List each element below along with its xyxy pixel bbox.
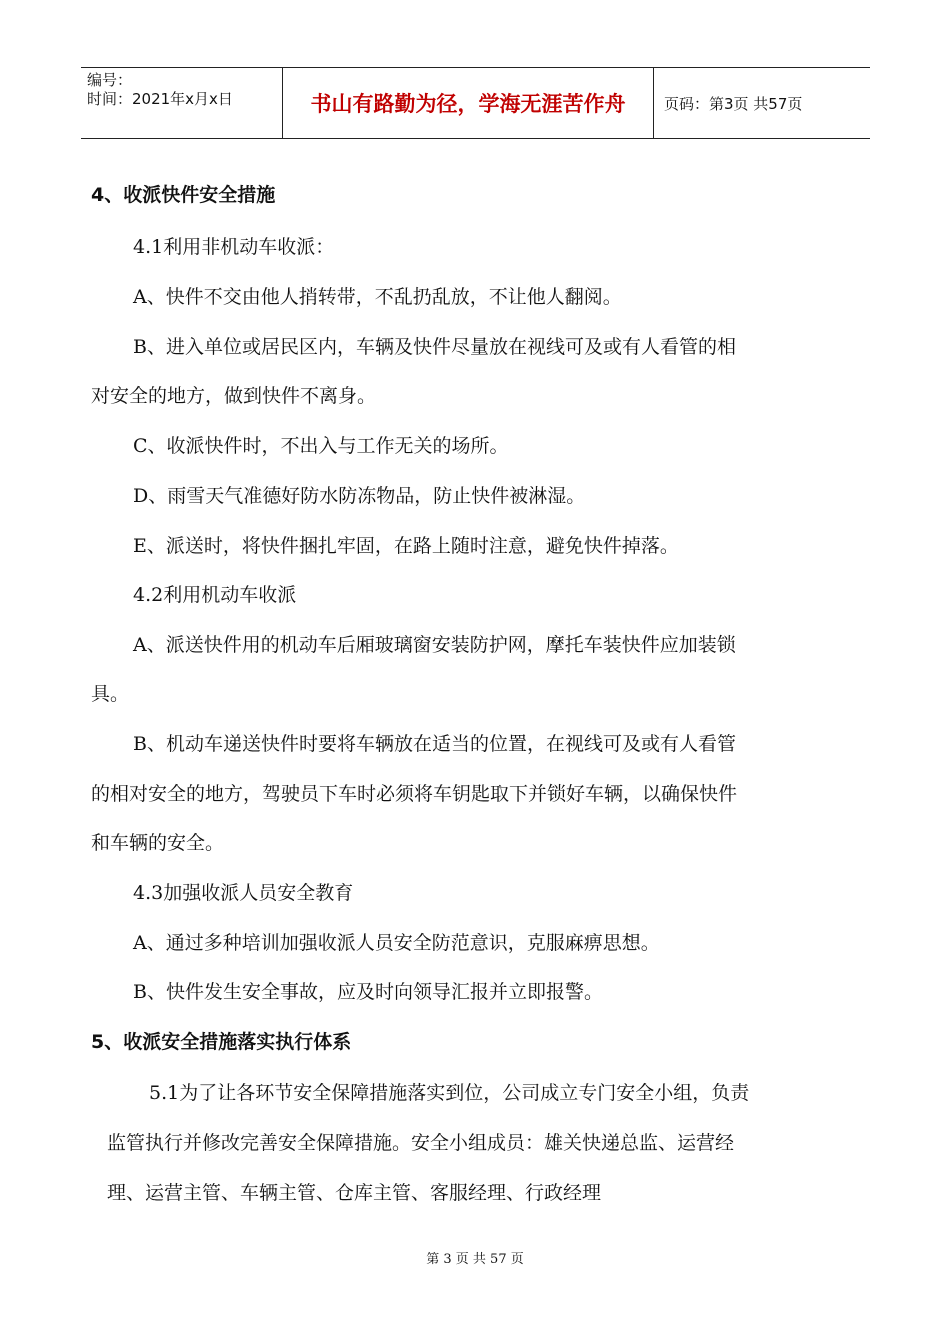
section-4-3-heading: 4.3加强收派人员安全教育: [133, 882, 354, 904]
paragraph: 5.1为了让各环节安全保障措施落实到位，公司成立专门安全小组，负责: [149, 1082, 750, 1104]
paragraph: 理、运营主管、车辆主管、仓库主管、客服经理、行政经理: [107, 1182, 602, 1204]
header-meta: [81, 68, 283, 138]
paragraph: A、派送快件用的机动车后厢玻璃窗安装防护网，摩托车装快件应加装锁: [133, 634, 736, 656]
paragraph: 具。: [91, 683, 130, 705]
paragraph: A、快件不交由他人捎转带，不乱扔乱放，不让他人翻阅。: [133, 286, 622, 308]
page-footer: 第 3 页 共 57 页: [426, 1252, 524, 1267]
document-date: 时间：2021年x月x日: [87, 90, 233, 108]
section-4-1-heading: 4.1利用非机动车收派：: [133, 236, 335, 258]
section-4-2-heading: 4.2利用机动车收派: [133, 584, 297, 606]
paragraph: 和车辆的安全。: [91, 832, 225, 854]
paragraph: 监管执行并修改完善安全保障措施。安全小组成员：雄关快递总监、运营经: [107, 1132, 735, 1154]
document-number-label: 编号：: [87, 71, 133, 89]
paragraph: D、雨雪天气准德好防水防冻物品，防止快件被淋湿。: [133, 485, 586, 507]
paragraph: C、收派快件时，不出入与工作无关的场所。: [133, 435, 509, 457]
page-header: [81, 67, 870, 139]
paragraph: B、进入单位或居民区内，车辆及快件尽量放在视线可及或有人看管的相: [133, 336, 736, 358]
paragraph: 对安全的地方，做到快件不离身。: [91, 385, 377, 407]
paragraph: 的相对安全的地方，驾驶员下车时必须将车钥匙取下并锁好车辆，以确保快件: [91, 783, 738, 805]
paragraph: E、派送时，将快件捆扎牢固，在路上随时注意，避免快件掉落。: [133, 535, 679, 557]
paragraph: A、通过多种培训加强收派人员安全防范意识，克服麻痹思想。: [133, 932, 660, 954]
header-motto: 书山有路勤为径，学海无涯苦作舟: [283, 68, 654, 138]
section-4-heading: 4、收派快件安全措施: [91, 184, 276, 206]
header-page-info: 页码：第3页 共57页: [664, 94, 803, 113]
section-5-heading: 5、收派安全措施落实执行体系: [91, 1031, 352, 1053]
paragraph: B、快件发生安全事故，应及时向领导汇报并立即报警。: [133, 981, 603, 1003]
paragraph: B、机动车递送快件时要将车辆放在适当的位置，在视线可及或有人看管: [133, 733, 736, 755]
